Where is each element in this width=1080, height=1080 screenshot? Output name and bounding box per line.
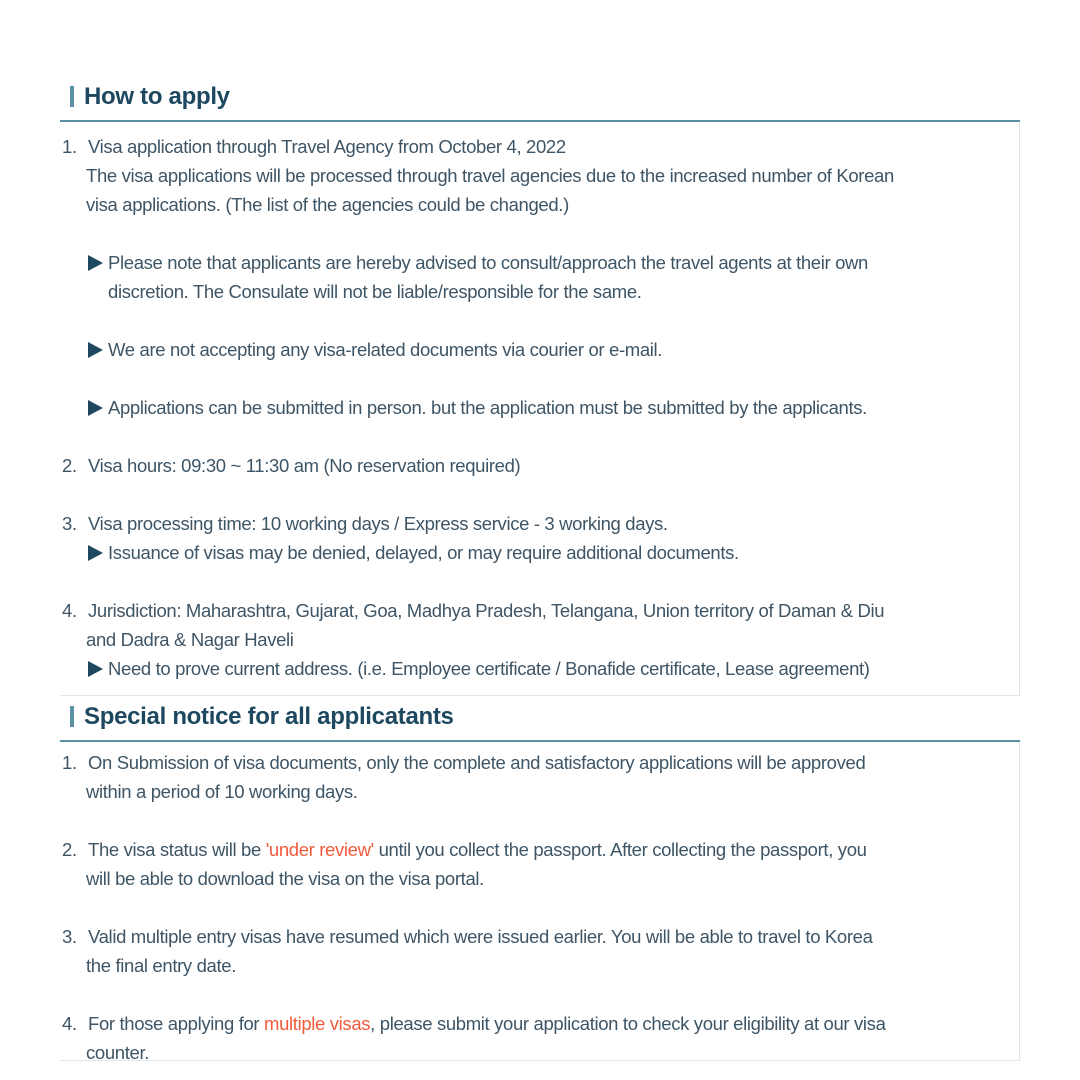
note-text: Please note that applicants are hereby advised to consult/approach the travel agents at their own	[108, 252, 868, 273]
list-item	[60, 132, 1019, 451]
highlight-text: 'under review'	[265, 839, 374, 860]
heading-bar-icon	[70, 706, 74, 727]
item-text: On Submission of visa documents, only the complete and satisfactory applications will be approved	[88, 752, 866, 773]
list-item	[60, 451, 1019, 509]
heading-bar-icon	[70, 86, 74, 107]
item-text: within a period of 10 working days.	[86, 781, 358, 802]
section-title: Special notice for all applicatants	[84, 703, 454, 730]
triangle-bullet-icon	[88, 400, 103, 416]
item-number: 1.	[62, 752, 77, 773]
triangle-bullet-icon	[88, 255, 103, 271]
item-text: will be able to download the visa on the visa portal.	[86, 868, 484, 889]
item-text: until you collect the passport. After collecting the passport, you	[373, 839, 867, 860]
section-how-to-apply	[60, 80, 1020, 696]
item-text: , please submit your application to check your eligibility at our visa	[370, 1013, 886, 1034]
section-heading	[60, 700, 1020, 742]
triangle-bullet-icon	[88, 545, 103, 561]
list-item	[60, 835, 1019, 922]
item-number: 2.	[62, 455, 77, 476]
list-item	[60, 748, 1019, 835]
item-text: Valid multiple entry visas have resumed which were issued earlier. You will be able to travel to Korea	[88, 926, 873, 947]
triangle-bullet-icon	[88, 342, 103, 358]
item-number: 1.	[62, 136, 77, 157]
item-number: 4.	[62, 600, 77, 621]
section-title: How to apply	[84, 83, 230, 110]
note-text: Issuance of visas may be denied, delayed, or may require additional documents.	[108, 542, 739, 563]
item-text: Jurisdiction: Maharashtra, Gujarat, Goa, Madhya Pradesh, Telangana, Union territory of Daman & Diu	[88, 600, 885, 621]
triangle-bullet-icon	[88, 661, 103, 677]
item-text: Visa processing time: 10 working days / Express service - 3 working days.	[88, 513, 668, 534]
item-text: visa applications. (The list of the agencies could be changed.)	[86, 194, 569, 215]
note-text: discretion. The Consulate will not be liable/responsible for the same.	[108, 281, 642, 302]
section-content	[60, 122, 1020, 696]
section-special-notice	[60, 700, 1020, 1061]
item-text: and Dadra & Nagar Haveli	[86, 629, 294, 650]
note-text: We are not accepting any visa-related documents via courier or e-mail.	[108, 339, 663, 360]
highlight-text[interactable]: multiple visas	[264, 1013, 371, 1034]
list-item	[60, 1009, 1019, 1067]
item-text: The visa applications will be processed through travel agencies due to the increased number of Korean	[86, 165, 894, 186]
note-text: Need to prove current address. (i.e. Employee certificate / Bonafide certificate, Lease agreement)	[108, 658, 870, 679]
section-content	[60, 742, 1020, 1061]
item-text: counter.	[86, 1042, 150, 1063]
item-text: Visa hours: 09:30 ~ 11:30 am (No reservation required)	[88, 455, 521, 476]
list-item	[60, 922, 1019, 1009]
item-text: the final entry date.	[86, 955, 236, 976]
item-number: 4.	[62, 1013, 77, 1034]
item-text: Visa application through Travel Agency from October 4, 2022	[88, 136, 566, 157]
item-number: 3.	[62, 513, 77, 534]
list-item	[60, 596, 1019, 683]
item-number: 2.	[62, 839, 77, 860]
item-text: For those applying for	[88, 1013, 265, 1034]
list-item	[60, 509, 1019, 596]
section-heading	[60, 80, 1020, 122]
item-text: The visa status will be	[88, 839, 266, 860]
note-text: Applications can be submitted in person. but the application must be submitted by the applicants.	[108, 397, 867, 418]
item-number: 3.	[62, 926, 77, 947]
